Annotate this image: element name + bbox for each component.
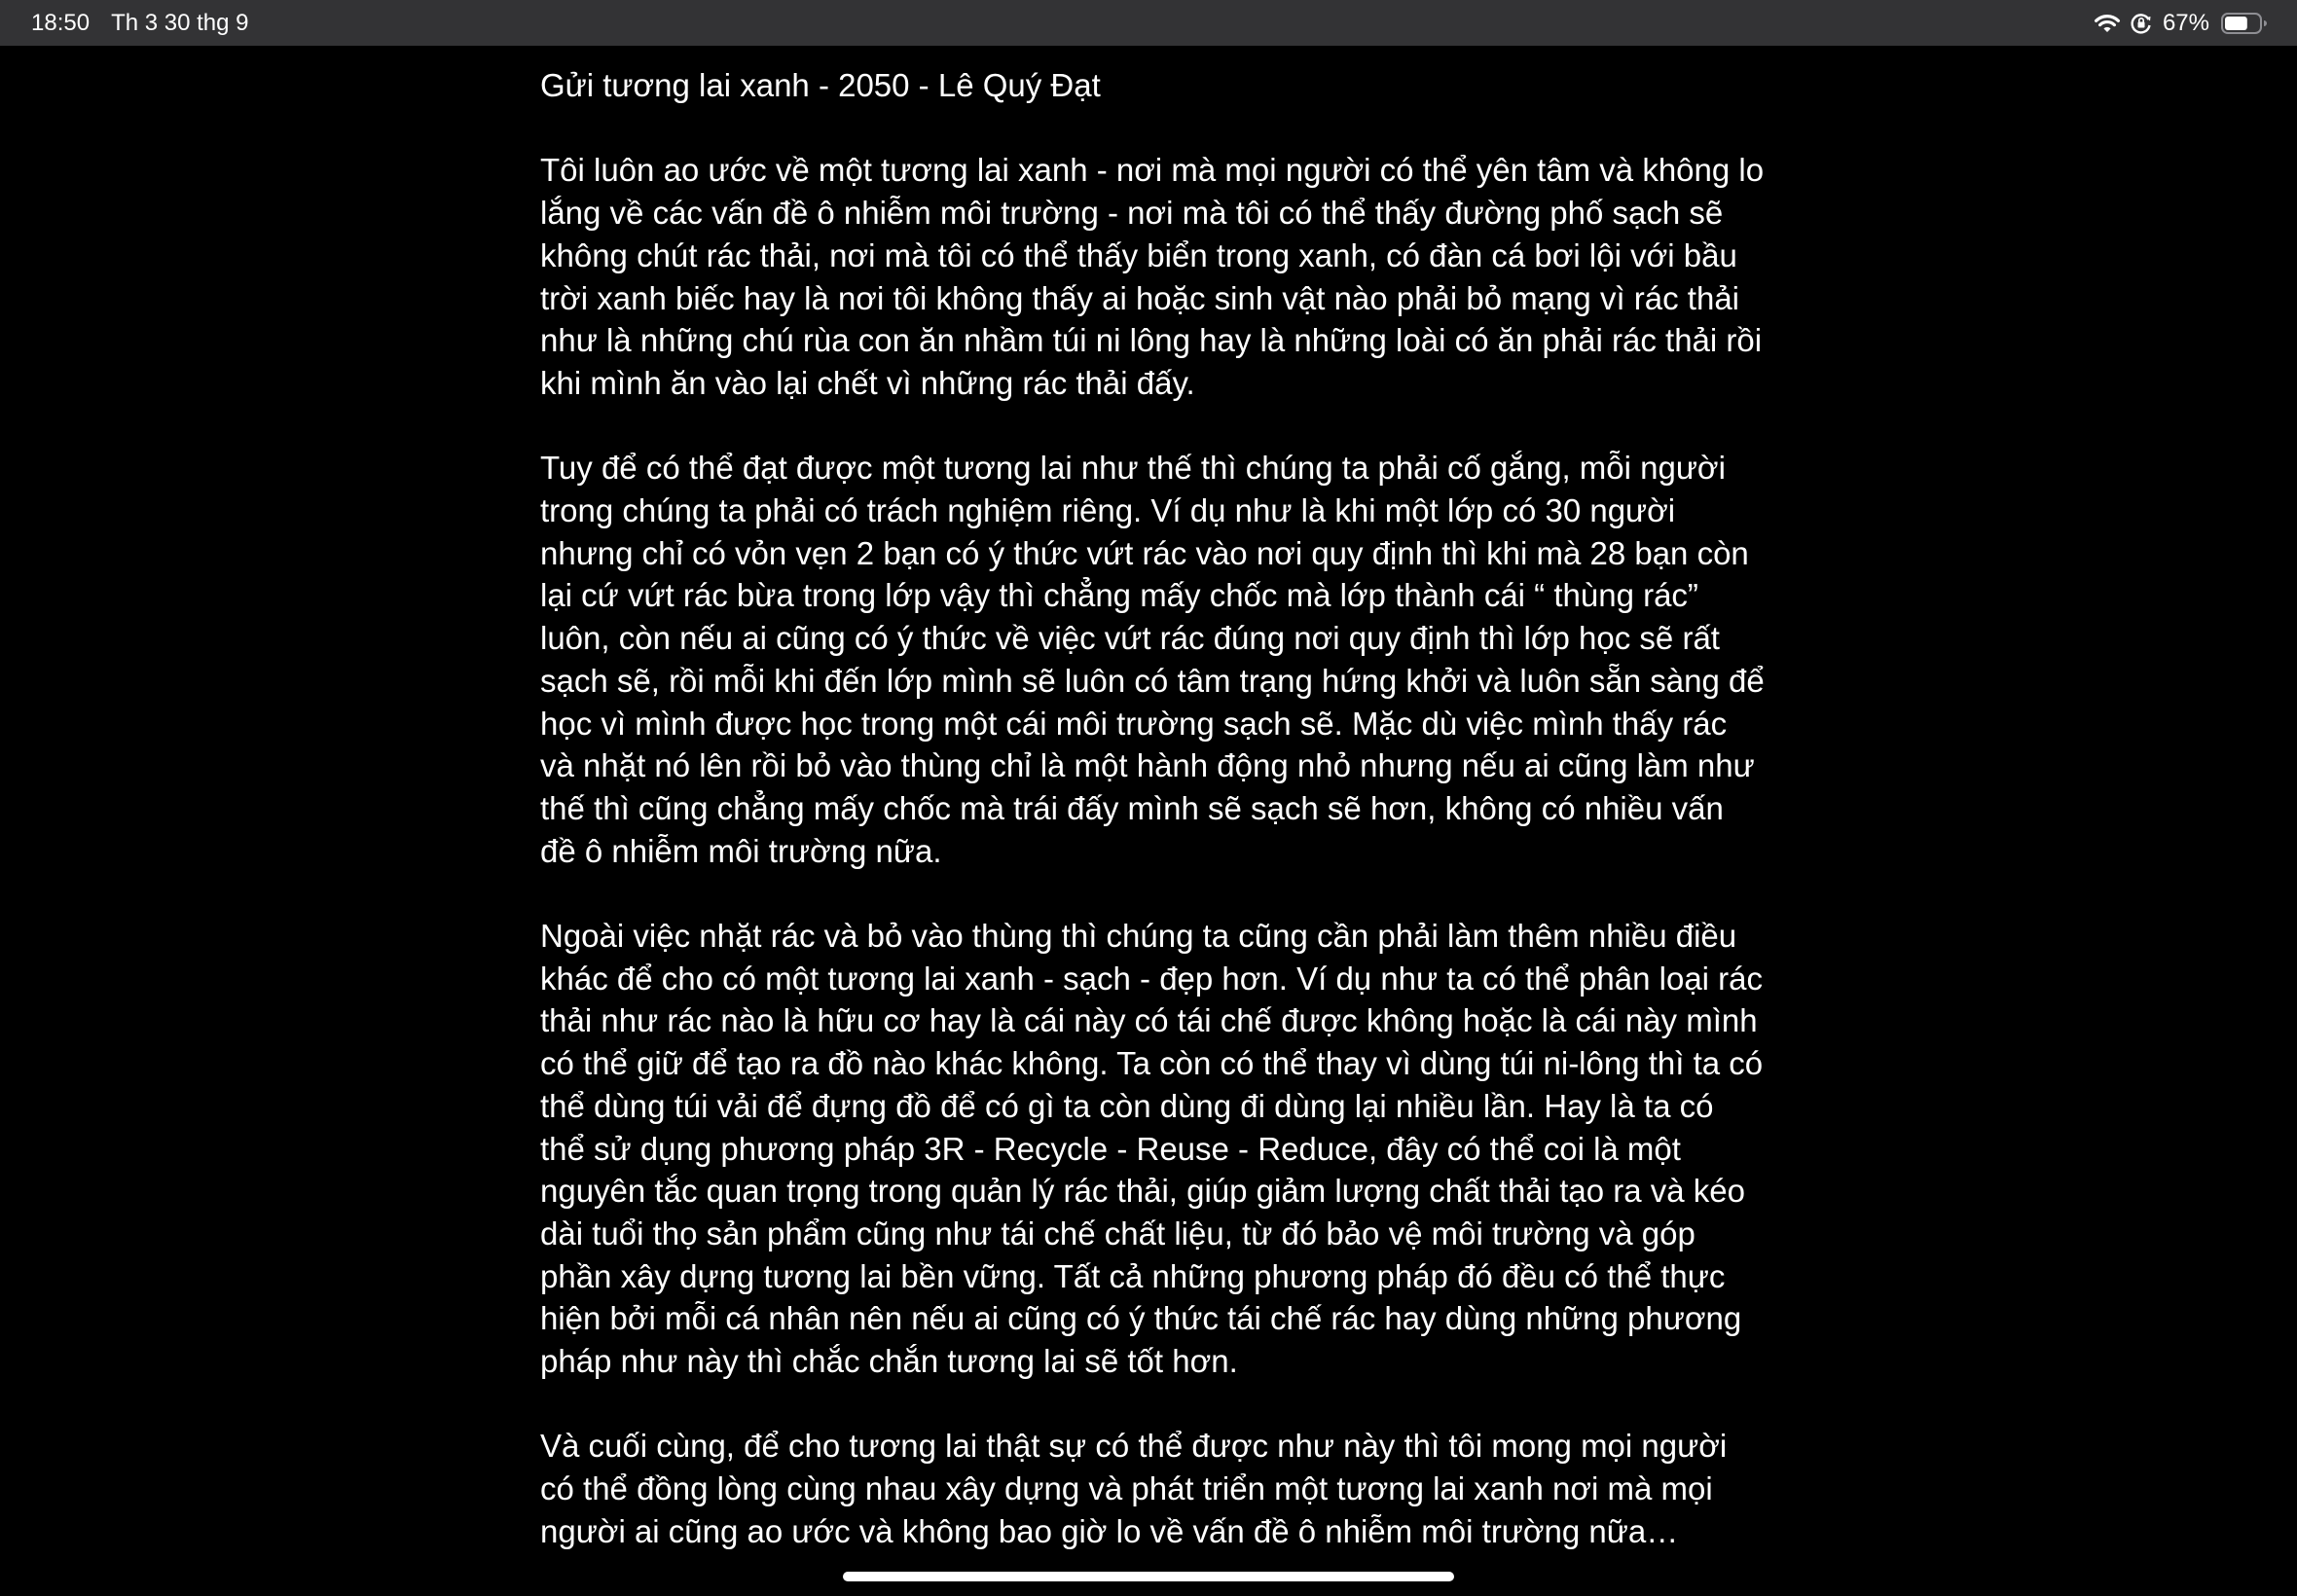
- status-bar: [0, 0, 2297, 46]
- paragraph-2: Tuy để có thể đạt được một tương lai như thế thì chúng ta phải cố gắng, mỗi người trong chúng ta phải có trách nghiệm riêng. Ví dụ như là khi một lớp có 30 người nhưng chỉ có vỏn vẹn 2 bạn có ý thức vứt rác vào nơi quy định thì khi mà 28 bạn còn lại cứ vứt rác bừa trong lớp vậy thì chẳng mấy chốc mà lớp thành cái “ thùng rác” luôn, còn nếu ai cũng có ý thức về việc vứt rác đúng nơi quy định thì lớp học sẽ rất sạch sẽ, rồi mỗi khi đến lớp mình sẽ luôn có tâm trạng hứng khởi và luôn sẵn sàng để học vì mình được học trong một cái môi trường sạch sẽ. Mặc dù việc mình thấy rác và nhặt nó lên rồi bỏ vào thùng chỉ là một hành động nhỏ nhưng nếu ai cũng làm như thế thì cũng chẳng mấy chốc mà trái đấy mình sẽ sạch sẽ hơn, không có nhiều vấn đề ô nhiễm môi trường nữa.: [540, 450, 1765, 869]
- status-indicators: [2093, 8, 2268, 39]
- paragraph-1: Tôi luôn ao ước về một tương lai xanh - nơi mà mọi người có thể yên tâm và không lo lắng về các vấn đề ô nhiễm môi trường - nơi mà tôi có thể thấy đường phố sạch sẽ không chút rác thải, nơi mà tôi có thể thấy biển trong xanh, có đàn cá bơi lội với bầu trời xanh biếc hay là nơi tôi không thấy ai hoặc sinh vật nào phải bỏ mạng vì rác thải như là những chú rùa con ăn nhầm túi ni lông hay là những loài có ăn phải rác thải rồi khi mình ăn vào lại chết vì những rác thải đấy.: [540, 152, 1765, 401]
- status-time-date: [31, 9, 249, 38]
- note-document[interactable]: [540, 64, 1767, 1595]
- status-date: Th 3 30 thg 9: [111, 10, 249, 36]
- battery-icon: [2221, 12, 2268, 35]
- battery-percentage: 67%: [2162, 10, 2209, 36]
- home-indicator[interactable]: [843, 1572, 1454, 1581]
- document-title: Gửi tương lai xanh - 2050 - Lê Quý Đạt: [540, 67, 1101, 103]
- paragraph-3: Ngoài việc nhặt rác và bỏ vào thùng thì chúng ta cũng cần phải làm thêm nhiều điều khác để cho có một tương lai xanh - sạch - đẹp hơn. Ví dụ như ta có thể phân loại rác thải như rác nào là hữu cơ hay là cái này có tái chế được không hoặc là cái này mình có thể giữ để tạo ra đồ nào khác không. Ta còn có thể thay vì dùng túi ni-lông thì ta có thể dùng túi vải để đựng đồ để có gì ta còn dùng đi dùng lại nhiều lần. Hay là ta có thể sử dụng phương pháp 3R - Recycle - Reuse - Reduce, đây có thể coi là một nguyên tắc quan trọng trong quản lý rác thải, giúp giảm lượng chất thải tạo ra và kéo dài tuổi thọ sản phẩm cũng như tái chế chất liệu, từ đó bảo vệ môi trường và góp phần xây dựng tương lai bền vững. Tất cả những phương pháp đó đều có thể thực hiện bởi mỗi cá nhân nên nếu ai cũng có ý thức tái chế rác hay dùng những phương pháp như này thì chắc chắn tương lai sẽ tốt hơn.: [540, 918, 1764, 1380]
- status-time: 18:50: [31, 10, 91, 36]
- paragraph-4: Và cuối cùng, để cho tương lai thật sự có thể được như này thì tôi mong mọi người có thể đồng lòng cùng nhau xây dựng và phát triển một tương lai xanh nơi mà mọi người ai cũng ao ước và không bao giờ lo về vấn đề ô nhiễm môi trường nữa…: [540, 1428, 1728, 1549]
- orientation-lock-icon: [2130, 12, 2153, 35]
- wifi-icon: [2093, 12, 2122, 35]
